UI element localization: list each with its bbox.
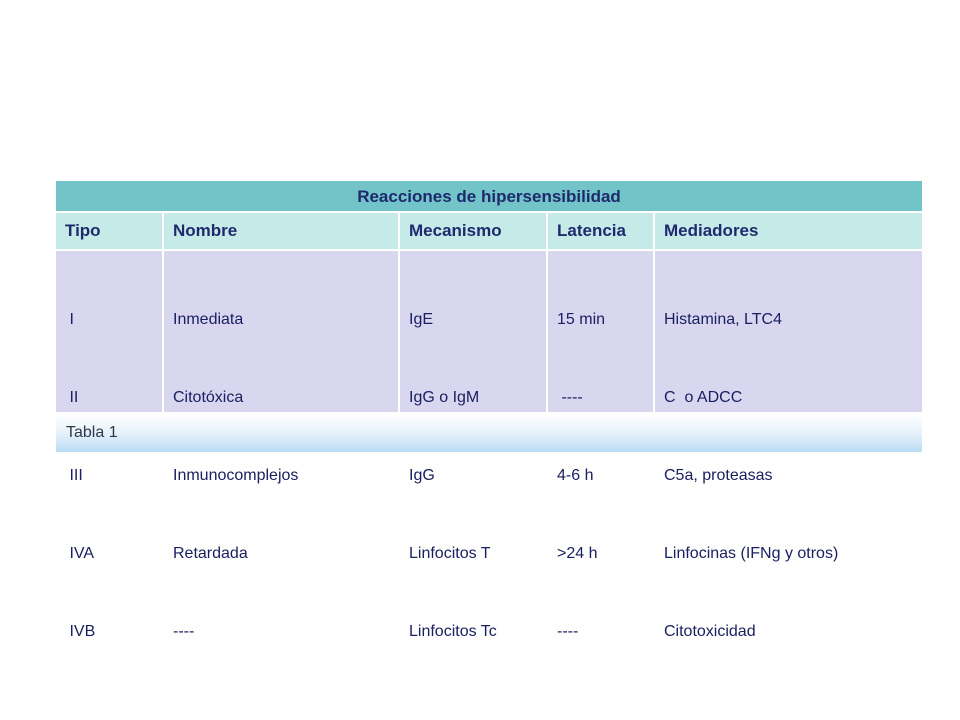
table-header-row	[56, 213, 922, 251]
header-tipo: Tipo	[56, 213, 164, 251]
table-cell: IgG	[409, 467, 435, 484]
table-cell: Inmunocomplejos	[173, 467, 299, 484]
table-cell: >24 h	[557, 545, 598, 562]
table-cell: IVB	[65, 623, 96, 640]
table-cell: Inmediata	[173, 311, 244, 328]
header-mediadores: Mediadores	[655, 213, 922, 251]
table-cell: ----	[173, 623, 195, 640]
column-mecanismo	[400, 251, 548, 640]
table-cell: IgE	[409, 311, 434, 328]
caption-label: Tabla 1	[66, 424, 118, 441]
column-latencia	[548, 251, 655, 640]
table-cell: C5a, proteasas	[664, 467, 773, 484]
hypersensitivity-table	[56, 181, 922, 640]
table-cell: II	[65, 389, 79, 406]
column-nombre	[164, 251, 400, 640]
table-cell: Retardada	[173, 545, 248, 562]
header-nombre: Nombre	[164, 213, 400, 251]
table-cell: 4-6 h	[557, 467, 594, 484]
table-cell: III	[65, 467, 83, 484]
header-mecanismo: Mecanismo	[400, 213, 548, 251]
table-cell: Linfocinas (IFNg y otros)	[664, 545, 839, 562]
table-cell: Linfocitos T	[409, 545, 491, 562]
table-cell: Linfocitos Tc	[409, 623, 497, 640]
table-cell: 15 min	[557, 311, 606, 328]
table-cell: I	[65, 311, 74, 328]
column-mediadores	[655, 251, 922, 640]
table-cell: IVA	[65, 545, 95, 562]
header-latencia: Latencia	[548, 213, 655, 251]
table-cell: Citotóxica	[173, 389, 244, 406]
table-cell: Histamina, LTC4	[664, 311, 782, 328]
table-cell: Citotoxicidad	[664, 623, 756, 640]
table-cell: C o ADCC	[664, 389, 743, 406]
table-title: Reacciones de hipersensibilidad	[56, 181, 922, 213]
table-cell: ----	[557, 623, 579, 640]
table-cell: IgG o IgM	[409, 389, 480, 406]
table-cell: ----	[557, 389, 583, 406]
